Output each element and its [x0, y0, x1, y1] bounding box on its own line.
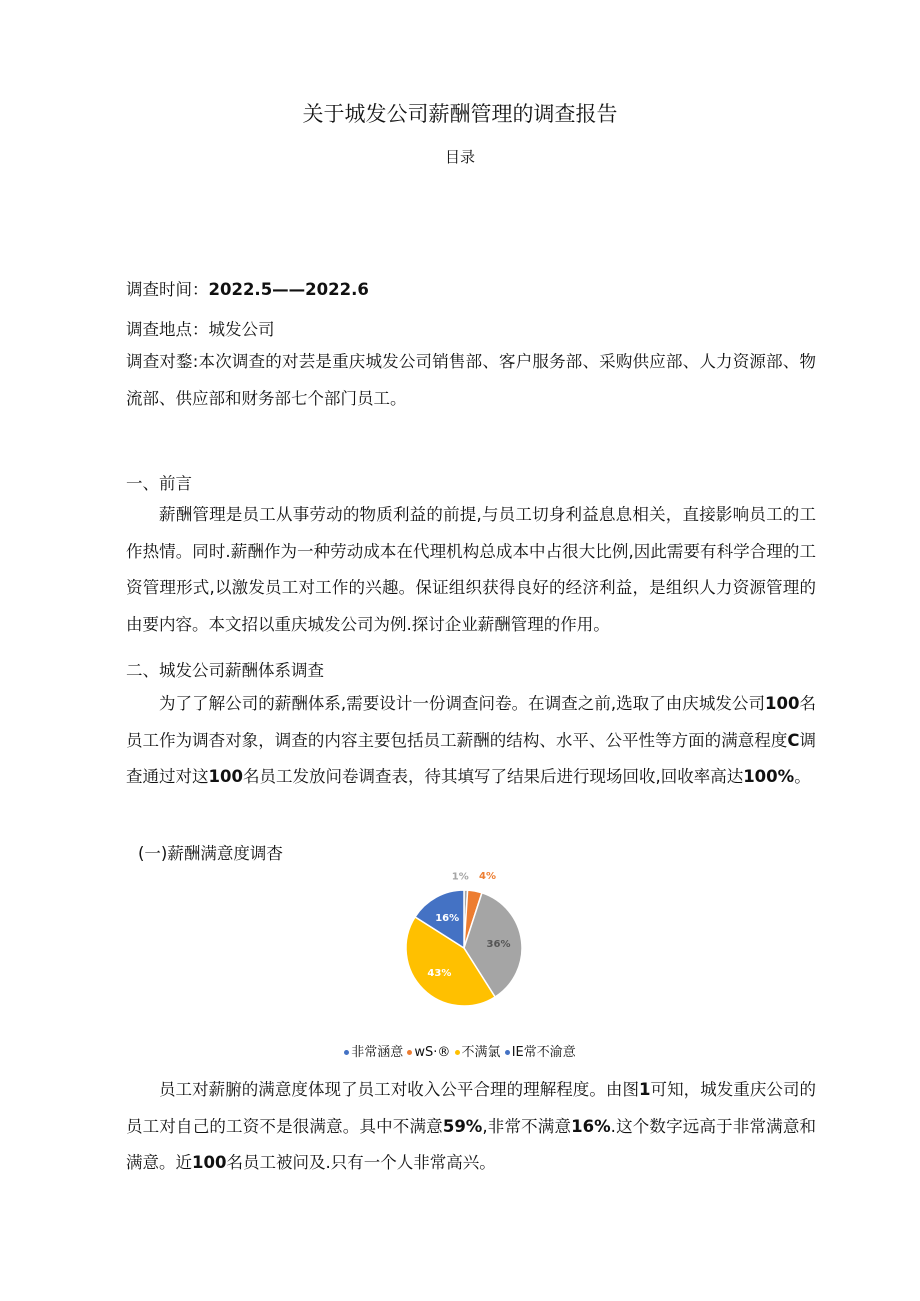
text-run-bold: 16% — [571, 1116, 611, 1136]
text-run: 名员工发放问卷调查表，待其填写了结果后进行现场回收,回收率高达 — [242, 767, 744, 786]
legend-item-3 — [455, 1045, 501, 1060]
legend-swatch — [407, 1050, 412, 1055]
legend-label: 非常涵意 — [351, 1045, 404, 1060]
legend-label: IE常不渝意 — [511, 1045, 576, 1060]
text-run-bold: 100 — [765, 694, 800, 713]
document-title: 关于城发公司薪酬管理的调查报告 — [302, 102, 618, 126]
legend-label: wS·® — [414, 1045, 451, 1060]
section-2-paragraph — [126, 686, 816, 796]
text-run-bold: 59% — [442, 1116, 483, 1136]
subsection-1-heading: (一)薪酬满意度调杳 — [138, 844, 283, 863]
section-1-heading: 一、前言 — [126, 474, 192, 493]
text-run: ,非常不满意 — [482, 1116, 572, 1136]
pie-data-label: 4% — [479, 870, 496, 882]
text-run: 调查通过对这 — [126, 730, 817, 786]
text-run-bold: 100% — [743, 767, 795, 786]
pie-data-label: 16% — [435, 913, 460, 924]
text-run: 名员工被问及.只有一个人非常高兴。 — [226, 1153, 496, 1172]
text-run-bold: 100 — [208, 767, 243, 786]
legend-swatch — [455, 1050, 460, 1055]
text-run: 。 — [794, 767, 811, 786]
survey-place: 调查地点：城发公司 — [126, 320, 275, 339]
text-run: 名员工作为调杳对象，调查的内容主要包括员工薪酬的结构、水平、公平性等方面的满意程度 — [126, 694, 816, 750]
pie-data-label: 43% — [427, 968, 452, 980]
text-run: 可知，城发重庆公司的员工对自己的工资不是很满意。具中不满意 — [126, 1080, 817, 1136]
text-run-bold: C — [787, 730, 800, 750]
toc-label: 目录 — [444, 148, 475, 166]
survey-object: 调查对鍪:本次调查的对芸是重庆城发公司销售部、客户服务部、采购供应部、人力资源部、物流部、供应部和财务部七个部门员工。 — [126, 352, 816, 408]
text-run-bold: 1 — [639, 1080, 651, 1099]
section-1-paragraph: 薪酬管理是员工从事劳动的物质利益的前提,与员工切身利益息息相关，直接影响员工的工作热情。同时.薪酬作为一种劳动成本在代理机构总成本中占很大比例,因此需要有科学合理的工资管理形式,以激发员工对工作的兴趣。保证组织获得良好的经济利益，是组织人力资源管理的由要内容。本文招以重庆城发公司为例.探讨企业薪酬管理的作用。 — [126, 505, 816, 634]
legend-label: 不满氯 — [461, 1045, 501, 1060]
text-run: 为了了解公司的薪酬体系,需要设计一份调查问卷。在调查之前,选取了由庆城发公司 — [159, 694, 765, 713]
satisfaction-pie-chart — [392, 860, 542, 1010]
analysis-paragraph — [126, 1072, 816, 1182]
survey-time — [126, 276, 369, 300]
pie-data-label: 36% — [486, 939, 511, 951]
text-run: 员工对薪腑的满意度体现了员工对收入公平合理的理解程度。由图 — [159, 1080, 639, 1099]
survey-time-value: 2022.5——2022.6 — [208, 280, 369, 299]
legend-swatch — [344, 1050, 349, 1055]
legend-item-4 — [505, 1045, 576, 1060]
legend-item-2 — [407, 1045, 450, 1060]
text-run: .这个数字远高于非常满意和满意。近 — [126, 1116, 817, 1172]
text-run-bold: 100 — [192, 1153, 227, 1172]
pie-data-label: 1% — [451, 871, 469, 883]
chart-legend — [0, 1041, 920, 1060]
legend-item-1 — [344, 1045, 403, 1060]
survey-time-label: 调查时间： — [126, 280, 209, 299]
section-2-heading: 二、城发公司薪酬体系调查 — [126, 661, 324, 680]
legend-swatch — [505, 1050, 510, 1055]
